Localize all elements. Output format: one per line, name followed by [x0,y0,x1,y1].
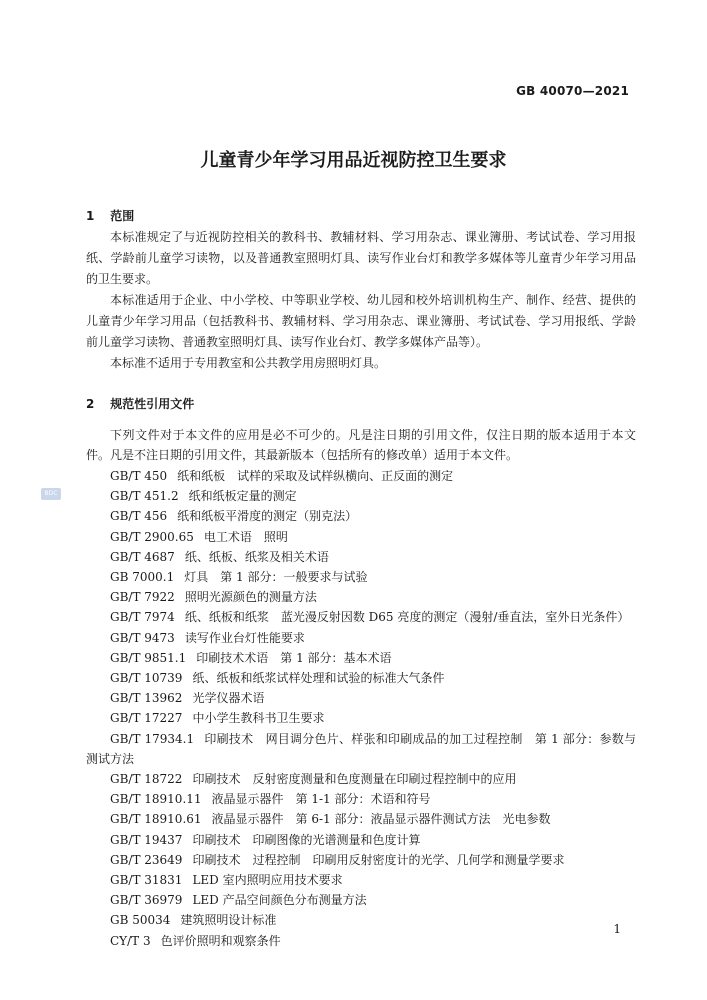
reference-code: GB/T 17227 [110,711,183,726]
reference-item [86,567,636,587]
reference-item [86,628,636,648]
reference-title: 光学仪器术语 [192,691,265,706]
reference-code: GB/T 18722 [110,772,183,787]
reference-code: GB 50034 [110,913,171,928]
section-1-heading [86,207,134,224]
reference-title: 纸和纸板定量的测定 [188,489,297,504]
reference-code: CY/T 3 [110,933,151,948]
reference-code: GB/T 4687 [110,549,175,564]
reference-item [86,830,636,850]
reference-title: 建筑照明设计标准 [180,913,277,928]
scope-paragraph-3: 本标准不适用于专用教室和公共教学用房照明灯具。 [110,356,387,370]
reference-code: GB/T 13962 [110,691,183,706]
reference-code: GB/T 451.2 [110,489,179,504]
section-2-heading [86,395,194,412]
reference-code: GB/T 17934.1 [110,731,195,746]
reference-item [86,587,636,607]
reference-title: 中小学生教科书卫生要求 [192,711,325,726]
reference-item [86,789,636,809]
reference-code: GB/T 18910.11 [110,792,202,807]
reference-title: 印刷技术 反射密度测量和色度测量在印刷过程控制中的应用 [192,772,517,787]
reference-list [86,466,636,951]
reference-item [86,910,636,930]
reference-item [86,850,636,870]
reference-item [86,466,636,486]
reference-item [86,547,636,567]
reference-code: GB/T 19437 [110,832,183,847]
reference-title: LED 室内照明应用技术要求 [192,873,343,888]
reference-code: GB/T 23649 [110,852,183,867]
reference-title: 电工术语 照明 [203,529,288,544]
reference-item [86,769,636,789]
reference-title: 液晶显示器件 第 6-1 部分：液晶显示器件测试方法 光电参数 [211,812,551,827]
reference-item [86,890,636,910]
reference-code: GB/T 7974 [110,610,175,625]
reference-item [86,527,636,547]
reference-code: GB/T 18910.61 [110,812,202,827]
reference-item [86,708,636,728]
reference-item [86,486,636,506]
reference-title: 印刷技术术语 第 1 部分：基本术语 [196,650,392,665]
reference-title: 灯具 第 1 部分：一般要求与试验 [184,570,368,585]
reference-title: 照明光源颜色的测量方法 [184,590,317,605]
reference-title: 纸、纸板、纸浆及相关术语 [184,549,329,564]
section-title: 规范性引用文件 [110,397,195,411]
reference-code: GB/T 36979 [110,893,183,908]
reference-title: 色评价照明和观察条件 [160,933,281,948]
scope-paragraph-1: 本标准规定了与近视防控相关的教科书、教辅材料、学习用杂志、课业簿册、考试试卷、学习用报纸、学龄前儿童学习读物，以及普通教室照明灯具、读写作业台灯和教学多媒体等儿童青少年学习用品的卫生要求。 [86,230,636,286]
reference-item [86,809,636,829]
reference-code: GB/T 9851.1 [110,650,187,665]
reference-title: 印刷技术 网目调分色片、样张和印刷成品的加工过程控制 第 1 部分：参数与测试方法 [86,731,636,766]
reference-title: 纸、纸板和纸浆试样处理和试验的标准大气条件 [192,671,445,686]
reference-item [86,688,636,708]
reference-code: GB/T 7922 [110,590,175,605]
reference-item [86,931,636,951]
reference-title: 读写作业台灯性能要求 [184,630,305,645]
reference-code: GB 7000.1 [110,570,175,585]
section-title: 范围 [110,209,135,223]
reference-code: GB/T 9473 [110,630,175,645]
reference-item [86,506,636,526]
document-title: 儿童青少年学习用品近视防控卫生要求 [200,150,507,171]
reference-title: 印刷技术 过程控制 印刷用反射密度计的光学、几何学和测量学要求 [192,852,565,867]
scope-paragraph-2: 本标准适用于企业、中小学校、中等职业学校、幼儿园和校外培训机构生产、制作、经营、提供的儿童青少年学习用品（包括教科书、教辅材料、学习用杂志、课业簿册、考试试卷、学习用报纸、学龄前儿童学习读物、普通教室照明灯具、读写作业台灯、教学多媒体产品等）。 [86,293,636,349]
reference-code: GB/T 10739 [110,671,183,686]
reference-item [86,648,636,668]
reference-title: 纸和纸板 试样的采取及试样纵横向、正反面的测定 [177,469,454,483]
watermark-badge: BDC [41,488,61,500]
reference-item [86,729,636,769]
reference-code: GB/T 450 [110,469,168,483]
section-number: 1 [86,209,95,223]
reference-title: 液晶显示器件 第 1-1 部分：术语和符号 [211,792,431,807]
reference-title: 印刷技术 印刷图像的光谱测量和色度计算 [192,832,421,847]
reference-code: GB/T 31831 [110,873,183,888]
standard-code: GB 40070—2021 [516,84,629,98]
section-number: 2 [86,397,95,411]
reference-code: GB/T 456 [110,509,168,524]
reference-title: 纸和纸板平滑度的测定（别克法） [177,509,358,524]
reference-item [86,607,636,627]
page-number: 1 [613,922,621,936]
reference-code: GB/T 2900.65 [110,529,194,544]
reference-title: 纸、纸板和纸浆 蓝光漫反射因数 D65 亮度的测定（漫射/垂直法，室外日光条件） [184,610,630,625]
reference-item [86,668,636,688]
reference-item [86,870,636,890]
reference-title: LED 产品空间颜色分布测量方法 [192,893,367,908]
references-intro: 下列文件对于本文件的应用是必不可少的。凡是注日期的引用文件，仅注日期的版本适用于本文件。凡是不注日期的引用文件，其最新版本（包括所有的修改单）适用于本文件。 [86,428,636,462]
